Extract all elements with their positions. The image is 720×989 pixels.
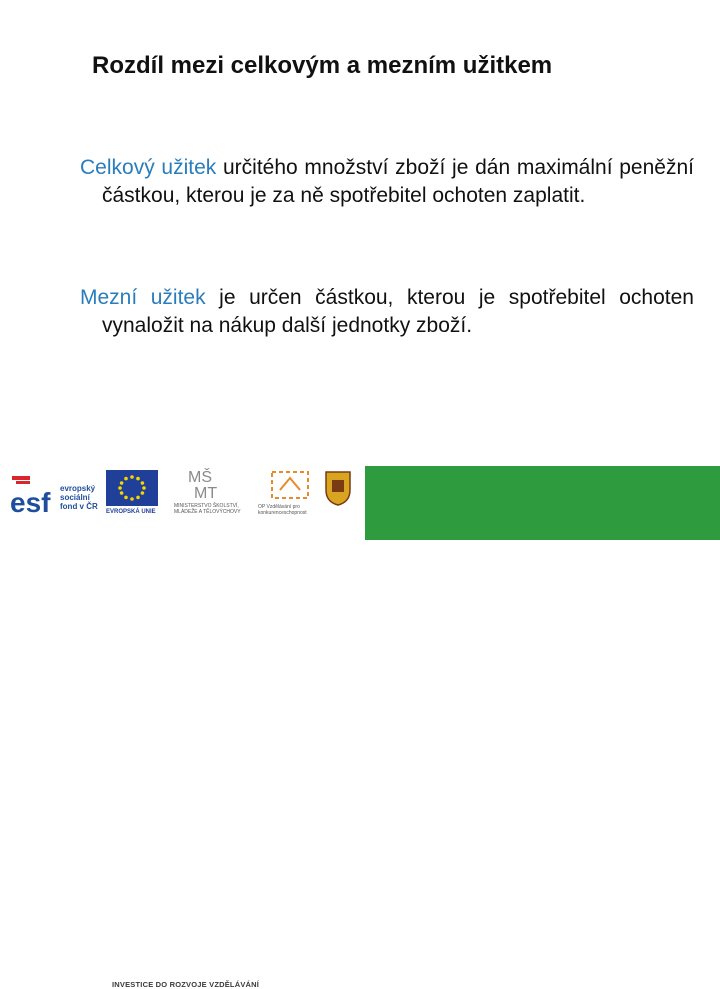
op-vk-logo: [258, 468, 324, 522]
slide-title: Rozdíl mezi celkovým a mezním užitkem: [92, 52, 553, 79]
term-mezni-uzitek: Mezní užitek: [80, 286, 206, 309]
term-celkovy-uzitek: Celkový užitek: [80, 156, 217, 179]
paragraph-mezni-uzitek: [80, 284, 694, 340]
school-crest-logo: [324, 470, 356, 518]
esf-logo: [10, 470, 102, 522]
esf-text-line: fond v ČR: [60, 502, 98, 511]
definition-text: určitého množství zboží je dán maximální peněžní částkou, kterou je za ně spotřebitel ochoten zaplatit.: [102, 156, 694, 207]
esf-text-line: sociální: [60, 493, 90, 502]
footer-green-block: [365, 466, 720, 540]
esf-text-line: evropský: [60, 484, 96, 493]
eu-label: EVROPSKÁ UNIE: [106, 509, 156, 515]
msmt-logo: [174, 466, 254, 522]
svg-text:MT: MT: [194, 485, 218, 500]
svg-text:MŠ: MŠ: [188, 469, 212, 486]
investice-label: INVESTICE DO ROZVOJE VZDĚLÁVÁNÍ: [112, 980, 260, 989]
svg-text:esf: esf: [10, 487, 51, 518]
footer-logo-strip: [0, 462, 365, 989]
eu-flag-logo: [106, 470, 162, 520]
op-vk-label: OP Vzdělávání pro konkurenceschopnost: [258, 504, 307, 516]
definition-text: je určen částkou, kterou je spotřebitel ochoten vynaložit na nákup další jednotky zboží.: [102, 286, 694, 337]
paragraph-celkovy-uzitek: [80, 154, 694, 210]
msmt-label: MINISTERSTVO ŠKOLSTVÍ, MLÁDEŽE A TĚLOVÝCHOVY: [174, 503, 241, 515]
